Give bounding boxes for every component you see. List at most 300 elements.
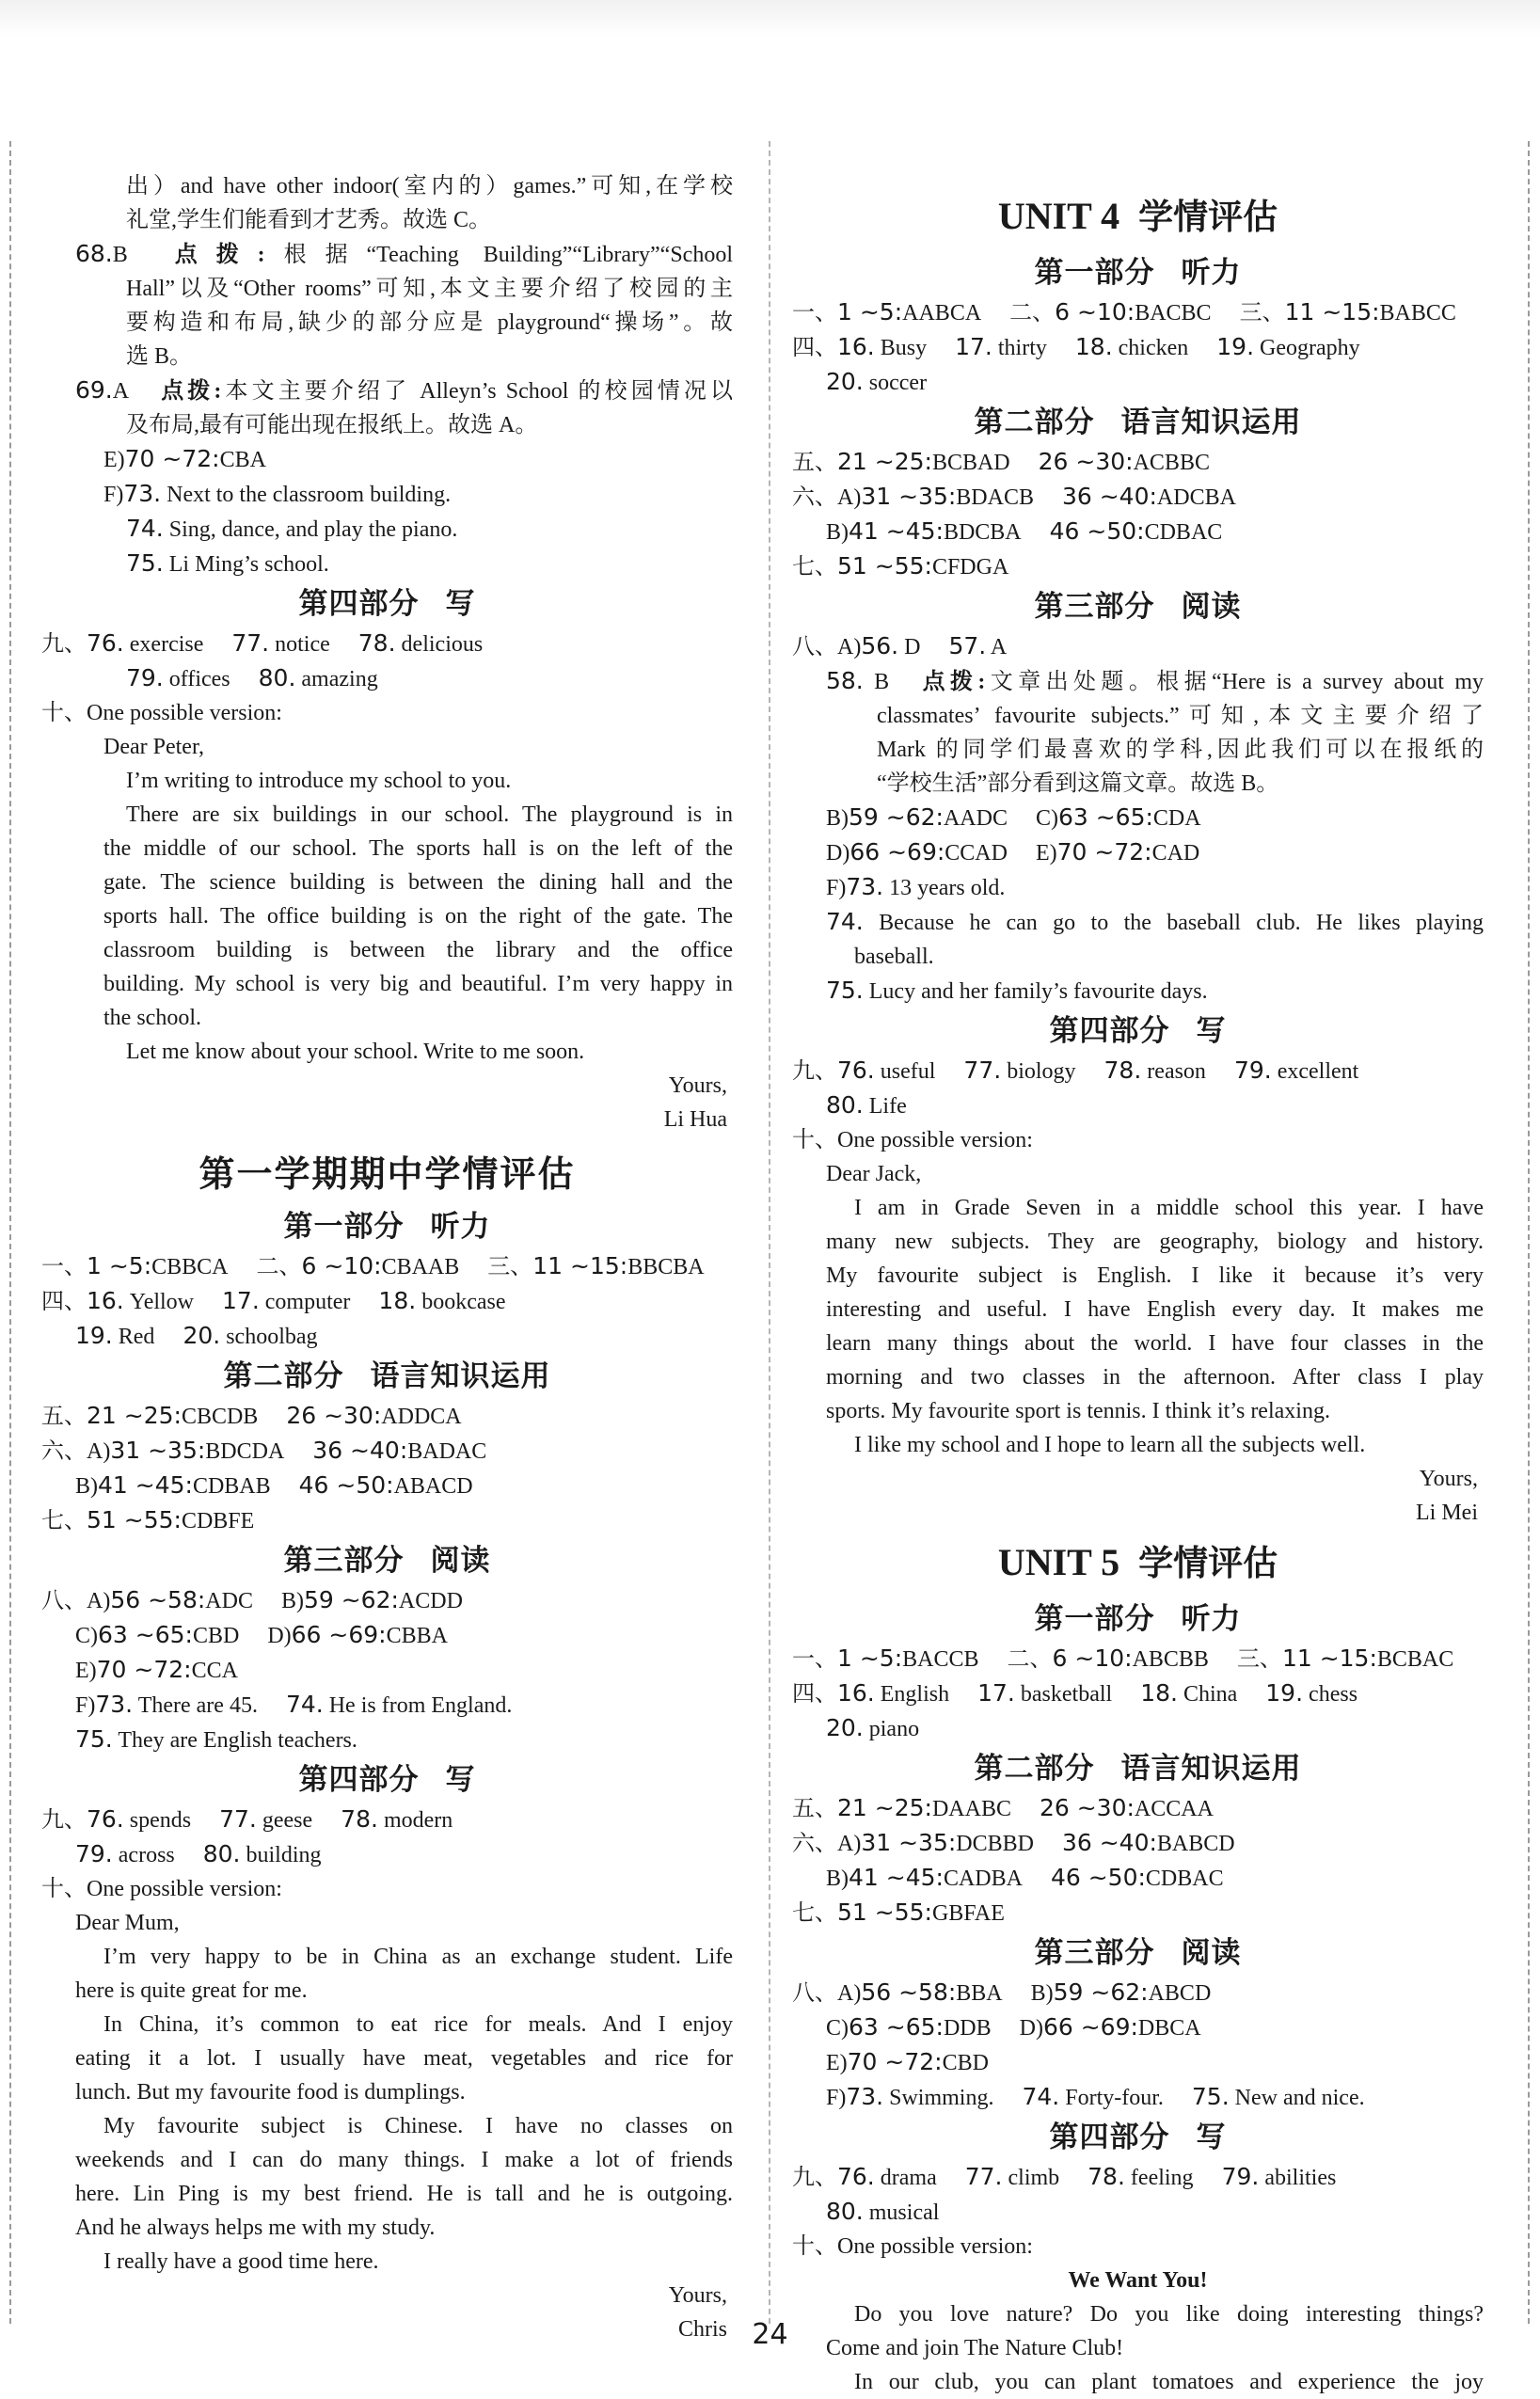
eight-c-label: C) [826,2016,849,2041]
answer-2: ABACD [393,1474,473,1499]
q17-number: 17. [977,1679,1015,1707]
nine-row2 [41,661,733,696]
e-label: E) [103,448,125,472]
midterm-seven [41,1503,733,1538]
essay2-signature: Chris [677,2317,727,2342]
midterm-eight-e [41,1653,733,1688]
range-1: 1 ~5: [837,298,903,326]
range-1: 51 ~55: [837,1899,932,1926]
q68-line4: 选 B。 [126,344,193,369]
q68-line3: 要构造和布局,缺少的部分应是 playground“操场”。故 [126,310,733,335]
q75-number: 75. [826,977,864,1004]
heading-name: 语言知识运用 [1120,405,1302,439]
four-label: 四、 [792,336,837,360]
answer-2: BABCD [1156,1832,1235,1856]
unit4-nine-row1 [792,1054,1484,1088]
q73-number: 73. [846,2083,884,2110]
answer-3: BCBAC [1376,1647,1454,1672]
answer-2: CBBA [386,1624,448,1648]
q19-number: 19. [1216,333,1255,360]
q17-answer: thirty [997,336,1047,360]
section-e-answers [41,442,733,477]
answer-1: CBD [192,1624,240,1648]
seven-label: 七、 [792,1901,837,1926]
range-2: 26 ~30: [286,1402,382,1429]
nine-label: 九、 [792,1059,837,1084]
q75-number: 75. [1191,2083,1230,2110]
heading-name: 语言知识运用 [370,1359,551,1393]
answer-2: CDBAC [1145,1867,1224,1891]
q76-answer: exercise [129,632,204,657]
answer-2: CBAAB [381,1255,460,1279]
label-1: 一、 [41,1255,87,1279]
essay3-p1-line3: My favourite subject is English. I like it because it’s very [826,1263,1484,1288]
unit4-five [792,445,1484,480]
q76-number: 76. [87,1805,124,1833]
answer-2: CDA [1152,806,1201,831]
q78-number: 78. [357,629,396,657]
essay2-p3-line2: weekends and I can do many things. I make a lot of friends [75,2148,733,2172]
essay4-p1-line2: Come and join The Nature Club! [826,2336,1124,2360]
e-answer: CBA [219,448,266,472]
label-3: 三、 [1236,1647,1282,1672]
q77-answer: notice [275,632,330,657]
midterm-row1 [41,1249,733,1284]
answer-3: BBCBA [627,1255,705,1279]
f-label: F) [826,2086,847,2110]
range-2: 36 ~40: [1061,483,1157,510]
q79-number: 79. [126,664,164,691]
answer-2: ABCBB [1132,1647,1209,1672]
q80-number: 80. [826,1091,864,1119]
unit5-heading-part2 [792,1748,1484,1789]
unit4-heading-part1 [792,252,1484,294]
q73-number: 73. [95,1691,134,1718]
range-1: 21 ~25: [837,448,932,475]
q76-answer: useful [880,1059,936,1084]
q78-answer: modern [383,1808,453,1833]
essay3-p1-line6: morning and two classes in the afternoon. After class I play [826,1365,1484,1390]
q74-answer: Forty-four. [1065,2086,1164,2110]
q18-answer: chicken [1118,336,1189,360]
midterm-heading-part4 [41,1759,733,1801]
q19-number: 19. [1265,1679,1304,1707]
midterm-heading-part1 [41,1206,733,1247]
essay4-p2-line1: In our club, you can plant tomatoes and experience the joy [854,2370,1484,2394]
unit5-title-zh: 学情评估 [1138,1543,1278,1583]
ten-text: One possible version: [87,701,282,725]
unit4-ten-row [792,1123,1484,1157]
unit4-six-a [792,480,1484,515]
answer-1: CFDGA [931,555,1009,580]
midterm-eight-a [41,1583,733,1618]
answer-1: CDBFE [181,1509,255,1533]
unit5-eight-e [792,2045,1484,2080]
unit4-f73 [792,870,1484,905]
label-2: 二、 [1009,301,1056,326]
q68-line2: Hall”以及“Other rooms”可知,本文主要介绍了校园的主 [126,277,733,301]
q77-answer: climb [1008,2166,1060,2190]
range-1: 63 ~65: [98,1621,193,1648]
range-3: 11 ~15: [1281,1644,1377,1672]
answer-1: AADC [943,806,1008,831]
unit5-six-b [792,1861,1484,1896]
unit5-five [792,1791,1484,1826]
q17-answer: computer [264,1290,351,1314]
nine-label: 九、 [41,632,87,657]
q79-answer: excellent [1277,1059,1359,1084]
q20-answer: soccer [868,371,928,395]
q75-answer: New and nice. [1234,2086,1365,2110]
q69-tip-label: 点拨: [157,379,222,404]
nine-label: 九、 [41,1808,87,1833]
range-1: 41 ~45: [849,1864,944,1891]
q58-tip-label: 点拨: [917,670,986,694]
unit4-title-en: UNIT 4 [997,195,1120,237]
four-label: 四、 [792,1682,837,1707]
q76-number: 76. [837,1057,875,1084]
unit4-eight-a [792,629,1484,664]
answer-2: ACDD [398,1589,463,1613]
midterm-six-a [41,1434,733,1469]
essay2-p1-line1: I’m very happy to be in China as an exchange student. Life [103,1945,733,1969]
q78-answer: feeling [1130,2166,1194,2190]
answer-2: ACCAA [1134,1797,1214,1821]
answer-1: ADC [205,1589,253,1613]
e-range: 70 ~72: [124,445,220,472]
unit5-heading-part1 [792,1598,1484,1640]
midterm-five [41,1399,733,1434]
range-2: 46 ~50: [1050,1864,1146,1891]
midterm-row3 [41,1319,733,1354]
q80-answer: musical [868,2200,940,2225]
unit4-heading-part2 [792,402,1484,443]
heading-part: 第四部分 [298,587,420,621]
essay2-p3-line4: And he always helps me with my study. [75,2216,436,2240]
eight-e-label: E) [1035,841,1057,866]
q77-number: 77. [219,1805,257,1833]
q18-number: 18. [378,1287,417,1314]
section-heading-part4 [41,583,733,625]
heading-name: 语言知识运用 [1120,1752,1302,1786]
unit4-heading-part4 [792,1010,1484,1052]
q73-number: 73. [846,873,884,900]
answer-1: CBBCA [151,1255,229,1279]
range-1: 63 ~65: [849,2013,944,2041]
q75-number: 75. [126,549,164,577]
q73-answer: There are 45. [137,1693,258,1718]
q73-answer: 13 years old. [889,876,1006,900]
answer-2: CAD [1151,841,1200,866]
range-1: 70 ~72: [96,1656,192,1683]
range-2: 46 ~50: [1049,517,1145,545]
essay1-p3: Let me know about your school. Write to me soon. [126,1040,585,1064]
five-label: 五、 [41,1405,87,1429]
range-1: 21 ~25: [87,1402,182,1429]
essay4-title: We Want You! [1068,2268,1208,2293]
q16-answer: English [880,1682,950,1707]
six-b-label: B) [826,520,849,545]
q58-line2: classmates’ favourite subjects.”可知,本文主要介绍了 [877,704,1484,728]
essay3-p1-line5: learn many things about the world. I have four classes in the [826,1331,1484,1356]
heading-part: 第四部分 [1049,1014,1170,1048]
f-label: F) [826,876,847,900]
ten-text: One possible version: [87,1877,282,1901]
essay1-p2-line1: There are six buildings in our school. The playground is in [126,802,733,827]
essay1-p2-line3: gate. The science building is between the dining hall and the [103,870,733,895]
seven-label: 七、 [792,555,837,580]
ten-text: One possible version: [837,2234,1033,2259]
range-1: 31 ~35: [861,1829,957,1856]
q58-tip-text: 文章出处题。根据“Here is a survey about my [985,670,1484,694]
midterm-eight-c [41,1618,733,1653]
answer-3: BABCC [1379,301,1456,326]
unit4-f74-line2: baseball. [854,945,934,969]
label-1: 一、 [792,1647,837,1672]
nine-row1 [41,627,733,661]
answer-1: DDB [943,2016,992,2041]
q74-number: 74. [1022,2083,1060,2110]
answer-2: DBCA [1137,2016,1201,2041]
q79-answer: offices [168,667,230,691]
range-1: 1 ~5: [837,1644,903,1672]
range-2: 66 ~69: [291,1621,387,1648]
q16-answer: Yellow [129,1290,195,1314]
q16-number: 16. [87,1287,124,1314]
answer-1: CBCDB [181,1405,259,1429]
q76-number: 76. [837,2163,875,2190]
midterm-row2 [41,1284,733,1319]
heading-part: 第二部分 [223,1359,344,1393]
eight-b-label: B) [826,806,849,831]
midterm-six-b [41,1469,733,1503]
essay2-p2-line3: lunch. But my favourite food is dumplings. [75,2080,466,2105]
eight-label: 八、A) [792,1981,862,2006]
heading-name: 听力 [1181,256,1242,290]
unit4-eight-b [792,801,1484,835]
q80-number: 80. [258,664,296,691]
heading-name: 阅读 [430,1544,491,1578]
q80-answer: building [246,1843,322,1867]
range-1: 70 ~72: [847,2048,943,2075]
q18-answer: China [1183,1682,1238,1707]
unit5-title-en: UNIT 5 [997,1541,1120,1583]
ten-row [41,696,733,730]
range-2: 36 ~40: [312,1437,408,1464]
five-label: 五、 [792,1797,837,1821]
f75-answer [41,547,733,581]
range-1: 31 ~35: [110,1437,206,1464]
label-2: 二、 [1007,1647,1053,1672]
q74-number: 74. [285,1691,324,1718]
heading-name: 写 [1196,1014,1227,1048]
label-3: 三、 [1239,301,1285,326]
q78-answer: reason [1147,1059,1206,1084]
essay3-closing: Yours, [1419,1467,1478,1491]
answer-1: GBFAE [931,1901,1005,1926]
q75-number: 75. [75,1725,113,1753]
six-label: 六、A) [41,1439,111,1464]
range-2: 46 ~50: [298,1471,394,1499]
q19-answer: chess [1309,1682,1358,1707]
essay3-signature: Li Mei [1416,1501,1478,1525]
q68-number: 68. [75,240,113,267]
range-1: 59 ~62: [849,803,944,831]
heading-part: 第四部分 [298,1763,420,1797]
essay2-p3-line1: My favourite subject is Chinese. I have no classes on [103,2114,733,2138]
answer-2: ACBBC [1133,451,1210,475]
ten-label: 十、 [792,2234,837,2259]
q58-line4: “学校生活”部分看到这篇文章。故选 B。 [877,771,1279,796]
q77-number: 77. [963,1057,1002,1084]
range-1: 51 ~55: [87,1506,182,1533]
unit4-heading-part3 [792,586,1484,628]
range-1: 41 ~45: [849,517,944,545]
heading-part: 第一部分 [1034,256,1155,290]
left-column [41,169,733,2346]
q79-answer: across [118,1843,175,1867]
q68-answer: B [112,243,128,267]
answer-1: CCAD [945,841,1008,866]
answer-1: CBD [942,2051,989,2075]
range-1: 41 ~45: [98,1471,193,1499]
heading-name: 写 [445,587,476,621]
q74-answer: Because he can go to the baseball club. He likes playing [879,911,1484,935]
essay2-closing: Yours, [668,2283,727,2308]
q69-answer: A [112,379,130,404]
range-2: 63 ~65: [1057,803,1153,831]
q80-number: 80. [202,1840,241,1867]
q76-answer: drama [880,2166,937,2190]
ten-label: 十、 [41,701,87,725]
range-2: 59 ~62: [303,1586,399,1613]
q69-tip-text: 本文主要介绍了 Alleyn’s School 的校园情况以 [221,379,733,404]
page-number: 24 [752,2318,788,2351]
unit4-f75 [792,974,1484,1009]
q17-answer: basketball [1020,1682,1113,1707]
right-column [792,183,1484,2399]
range-2: 26 ~30: [1039,1794,1135,1821]
ten-text: One possible version: [837,1128,1033,1152]
q17-number: 17. [955,333,992,360]
f74-answer [41,512,733,547]
q67-line1: 出）and have other indoor(室内的）games.”可知,在学校 [126,174,733,199]
range-2: 6 ~10: [1052,1644,1133,1672]
unit4-six-b [792,515,1484,549]
q20-number: 20. [183,1322,221,1349]
f-label: F) [75,1693,96,1718]
q19-answer: Red [118,1325,155,1349]
midterm-f75 [41,1723,733,1757]
answer-1: DCBBD [956,1832,1034,1856]
essay2-p1-line2: here is quite great for me. [75,1978,308,2003]
q77-number: 77. [231,629,270,657]
unit5-row2 [792,1676,1484,1711]
unit5-nine-row1 [792,2160,1484,2195]
eight-label: 八、A) [792,635,862,659]
range-3: 11 ~15: [1284,298,1380,326]
q57-number: 57. [948,632,987,659]
unit4-row3 [792,365,1484,400]
unit5-f73 [792,2080,1484,2115]
unit4-title-zh: 学情评估 [1138,197,1278,237]
essay3-p1-line7: sports. My favourite sport is tennis. I think it’s relaxing. [826,1399,1330,1423]
q79-number: 79. [75,1840,113,1867]
heading-name: 写 [445,1763,476,1797]
unit5-ten-row [792,2230,1484,2264]
q76-number: 76. [87,629,124,657]
essay2-p2-line1: In China, it’s common to eat rice for meals. And I enjoy [103,2012,733,2037]
answer-1: CADBA [943,1867,1023,1891]
q79-answer: abilities [1264,2166,1337,2190]
answer-1: BDACB [956,485,1034,510]
answer-2: ADDCA [381,1405,462,1429]
unit5-title [792,1533,1484,1593]
midterm-title: 第一学期期中学情评估 [198,1153,576,1195]
q78-answer: delicious [401,632,484,657]
answer-1: BDCBA [943,520,1022,545]
essay1-p2-line7: the school. [103,1006,201,1030]
ten-label: 十、 [41,1877,87,1901]
unit5-heading-part3 [792,1932,1484,1974]
q56-answer: D [904,635,921,659]
six-label: 六、A) [792,485,862,510]
eight-b-label: B) [280,1589,304,1613]
four-label: 四、 [41,1290,87,1314]
label-3: 三、 [487,1255,533,1279]
top-shadow-band [0,0,1540,38]
essay1-closing: Yours, [668,1073,727,1098]
heading-name: 听力 [1181,1602,1242,1636]
essay3-p1-line4: interesting and useful. I have English every day. It makes me [826,1297,1484,1322]
essay1-greeting: Dear Peter, [103,735,204,759]
q74-answer: He is from England. [328,1693,513,1718]
unit5-seven [792,1896,1484,1930]
unit5-six-a [792,1826,1484,1861]
q20-number: 20. [826,1714,864,1741]
eight-c-label: C) [1035,806,1058,831]
q75-answer: They are English teachers. [118,1728,357,1753]
q77-answer: geese [262,1808,313,1833]
midterm-nine-row1 [41,1803,733,1837]
unit4-row2 [792,330,1484,365]
range-1: 1 ~5: [87,1252,152,1279]
range-1: 31 ~35: [861,483,957,510]
eight-label: 八、A) [41,1589,111,1613]
q80-answer: Life [868,1094,907,1119]
answer-2: ABCD [1148,1981,1212,2006]
q18-answer: bookcase [421,1290,506,1314]
q68-line1 [41,237,733,272]
f73-answer [41,477,733,512]
q69-number: 69. [75,376,113,404]
essay2-p2-line2: eating it a lot. I usually have meat, vegetables and rice for [75,2046,733,2071]
q78-number: 78. [1088,2163,1125,2190]
unit4-seven [792,549,1484,584]
unit5-row3 [792,1711,1484,1746]
heading-name: 阅读 [1181,590,1242,624]
six-b-label: B) [826,1867,849,1891]
essay1-p2-line5: classroom building is between the library and the office [103,938,733,962]
answer-1: BCBAD [931,451,1010,475]
q78-number: 78. [341,1805,378,1833]
q79-number: 79. [1221,2163,1260,2190]
midterm-ten-row [41,1872,733,1906]
answer-1: BBA [956,1981,1003,2006]
unit5-row1 [792,1642,1484,1676]
q57-answer: A [990,635,1008,659]
range-1: 56 ~58: [861,1978,957,2006]
